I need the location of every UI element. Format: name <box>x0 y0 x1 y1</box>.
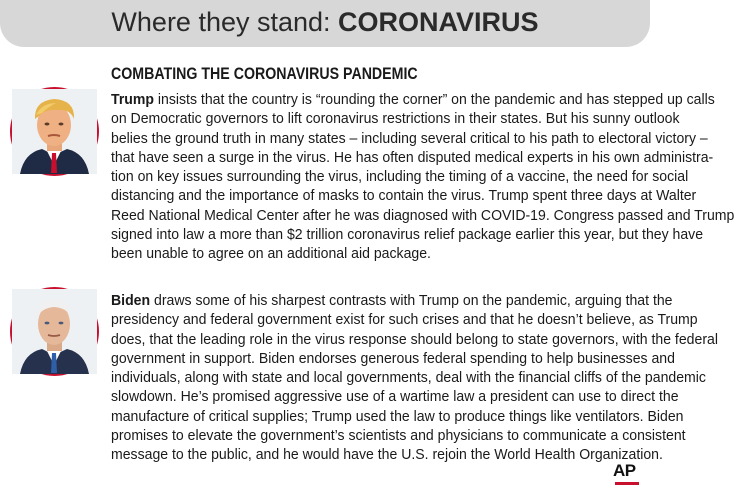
text-line: presidency and federal government exist for such crises and that he doesn’t believe, as Trump <box>111 311 698 329</box>
text-line: distancing and the importance of masks to contain the virus. Trump spent three days at Walter <box>111 187 697 205</box>
text-line: manufacture of critical supplies; Trump used the law to produce things like ventilators. Biden <box>111 407 684 425</box>
page-title-prefix: Where they stand: <box>111 7 339 37</box>
candidate-name-trump: Trump <box>111 91 155 108</box>
text-line: Reed National Medical Center after he was diagnosed with COVID-19. Congress passed and Trump <box>111 206 734 224</box>
candidate-name-biden: Biden <box>111 292 151 309</box>
text-line: slowdown. He’s promised aggressive use of a wartime law a president can use to direct the <box>111 388 679 406</box>
text-line: government in support. Biden endorses generous federal spending to help businesses and <box>111 349 675 367</box>
text-line: that have seen a surge in the virus. He has often disputed medical experts in his own administra- <box>111 148 714 166</box>
text-line: promises to elevate the government’s scientists and physicians to communicate a consistent <box>111 427 686 445</box>
text-line: individuals, along with state and local governments, deal with the financial cliffs of the pandemic <box>111 369 706 387</box>
text-line: Biden draws some of his sharpest contrasts with Trump on the pandemic, arguing that the <box>111 292 673 309</box>
text-line: belies the ground truth in many states – including several critical to his path to electoral victory – <box>111 129 708 147</box>
trump-portrait-icon <box>10 87 99 176</box>
text-line: message to the public, and he would have the U.S. rejoin the World Health Organization. <box>111 446 663 464</box>
page-title <box>0 7 650 38</box>
trump-paragraph <box>111 90 734 264</box>
section-heading: COMBATING THE CORONAVIRUS PANDEMIC <box>111 65 418 83</box>
ap-logo-underline <box>615 482 639 485</box>
text-line: Trump insists that the country is “rounding the corner” on the pandemic and has stepped up calls <box>111 91 715 108</box>
biden-paragraph <box>111 291 718 465</box>
page-title-topic: CORONAVIRUS <box>338 7 539 37</box>
text-line: tion on key issues surrounding the virus, including the timing of a vaccine, the need for social <box>111 168 689 186</box>
text-line: been unable to agree on an additional aid package. <box>111 245 431 263</box>
text-line: signed into law a more than $2 trillion coronavirus relief package earlier this year, but they have <box>111 226 704 244</box>
text-line: on Democratic governors to lift coronavirus restrictions in their states. But his sunny outlook <box>111 110 680 128</box>
ap-logo: AP <box>613 461 636 480</box>
biden-portrait-icon <box>10 287 99 376</box>
text-line: does, that the leading role in the virus response should belong to state governors, with the federal <box>111 330 718 348</box>
